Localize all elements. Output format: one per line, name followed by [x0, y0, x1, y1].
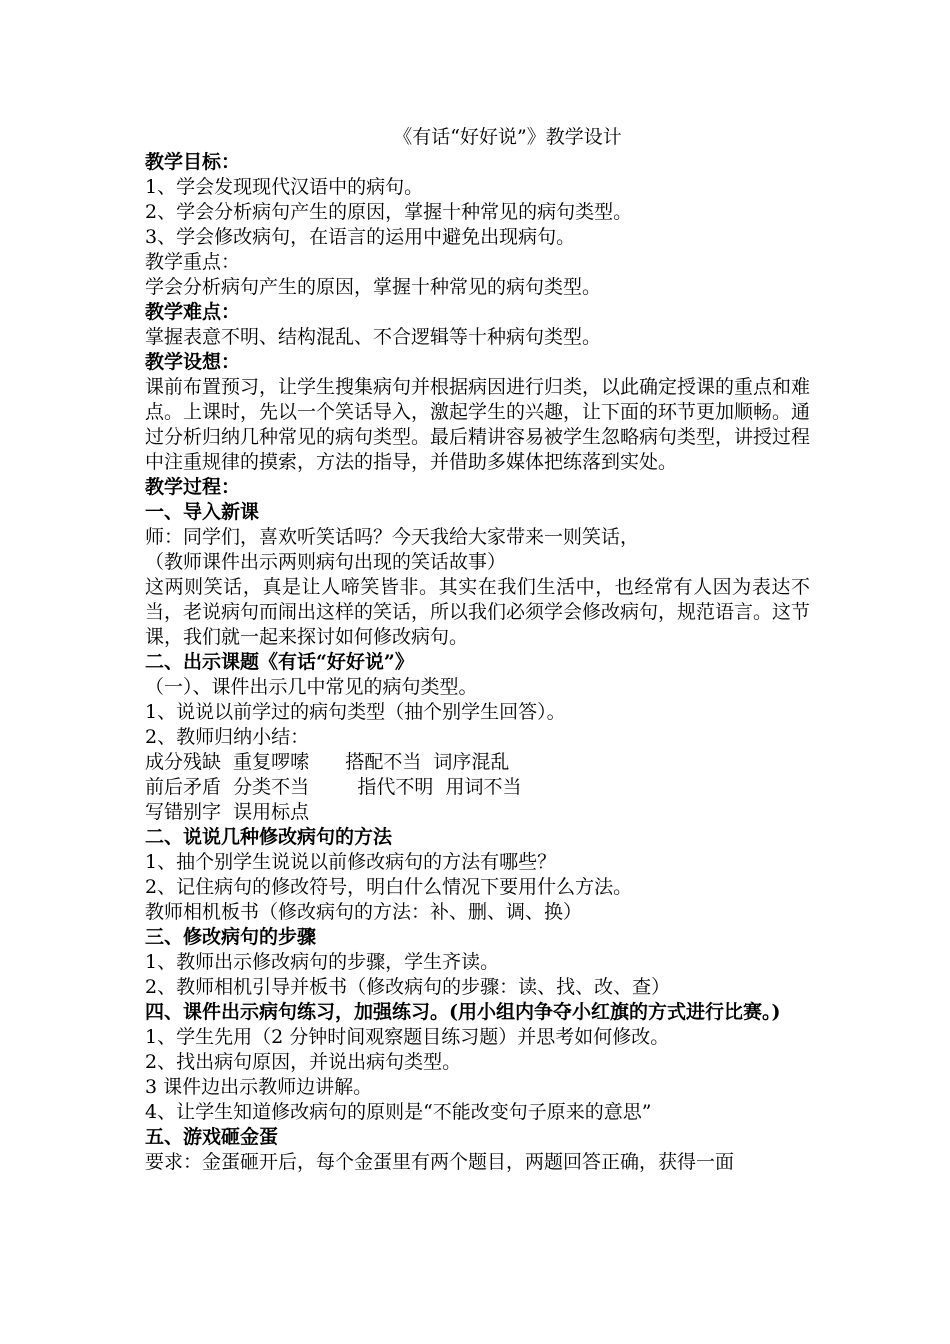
goal-item: 2、学会分析病句产生的原因，掌握十种常见的病句类型。: [145, 201, 633, 223]
section-1-line: 师：同学们，喜欢听笑话吗？今天我给大家带来一则笑话，: [145, 526, 640, 548]
section-1-paragraph: 这两则笑话，真是让人啼笑皆非。其实在我们生活中，也经常有人因为表达不当，老说病句而闹出这样的笑话，所以我们必须学会修改病句，规范语言。这节课，我们就一起来探讨如何修改病句。: [145, 576, 811, 648]
sentence-types-row: 成分残缺 重复啰嗦 搭配不当 词序混乱: [145, 751, 510, 773]
difficult-heading: 教学难点：: [145, 301, 241, 323]
sentence-types-row: 前后矛盾 分类不当 指代不明 用词不当: [145, 776, 522, 798]
section-4-item: 2、教师相机引导并板书（修改病句的步骤：读、找、改、查）: [145, 976, 671, 998]
section-2-item: 1、说说以前学过的病句类型（抽个别学生回答）。: [145, 701, 566, 723]
idea-paragraph: 课前布置预习，让学生搜集病句并根据病因进行归类，以此确定授课的重点和难点。上课时，先以一个笑话导入，激起学生的兴趣，让下面的环节更加顺畅。通过分析归纳几种常见的病句类型。最后精讲容易被学生忽略病句类型，讲授过程中注重规律的摸索，方法的指导，并借助多媒体把练落到实处。: [145, 376, 811, 473]
section-4-item: 1、教师出示修改病句的步骤，学生齐读。: [145, 951, 500, 973]
section-3-item: 2、记住病句的修改符号，明白什么情况下要用什么方法。: [145, 876, 633, 898]
key-heading: 教学重点：: [145, 251, 241, 273]
section-5-item: 4、让学生知道修改病句的原则是“不能改变句子原来的意思”: [145, 1101, 652, 1123]
section-2-item: 2、教师归纳小结：: [145, 726, 310, 748]
section-6-heading: 五、游戏砸金蛋: [145, 1126, 279, 1148]
section-4-heading: 三、修改病句的步骤: [145, 926, 317, 948]
goal-item: 1、学会发现现代汉语中的病句。: [145, 176, 424, 198]
section-5-item: 1、学生先用（2 分钟时间观察题目练习题）并思考如何修改。: [145, 1026, 670, 1048]
section-2-subheading: （一）、课件出示几中常见的病句类型。: [145, 676, 478, 698]
section-3-heading: 二、说说几种修改病句的方法: [145, 826, 393, 848]
section-5-heading: 四、课件出示病句练习，加强练习。(用小组内争夺小红旗的方式进行比赛。): [145, 1001, 781, 1023]
section-5-item: 3 课件边出示教师边讲解。: [145, 1076, 373, 1098]
sentence-types-row: 写错别字 误用标点: [145, 801, 310, 823]
process-heading: 教学过程：: [145, 476, 241, 498]
goals-heading: 教学目标：: [145, 151, 241, 173]
idea-heading: 教学设想：: [145, 351, 241, 373]
section-5-item: 2、找出病句原因，并说出病句类型。: [145, 1051, 462, 1073]
section-1-line: （教师课件出示两则病句出现的笑话故事）: [145, 551, 507, 573]
section-2-heading: 二、出示课题《有话“好好说”》: [145, 651, 414, 673]
section-1-heading: 一、导入新课: [145, 501, 260, 523]
section-3-item: 1、抽个别学生说说以前修改病句的方法有哪些？: [145, 851, 557, 873]
section-3-item: 教师相机板书（修改病句的方法：补、删、调、换）: [145, 901, 583, 923]
key-text: 学会分析病句产生的原因，掌握十种常见的病句类型。: [145, 276, 602, 298]
section-6-text: 要求：金蛋砸开后，每个金蛋里有两个题目，两题回答正确，获得一面: [145, 1151, 735, 1173]
document-page: [145, 124, 810, 1175]
goal-item: 3、学会修改病句，在语言的运用中避免出现病句。: [145, 226, 576, 248]
document-title: 《有话“好好说”》教学设计: [393, 126, 622, 148]
difficult-text: 掌握表意不明、结构混乱、不合逻辑等十种病句类型。: [145, 326, 602, 348]
